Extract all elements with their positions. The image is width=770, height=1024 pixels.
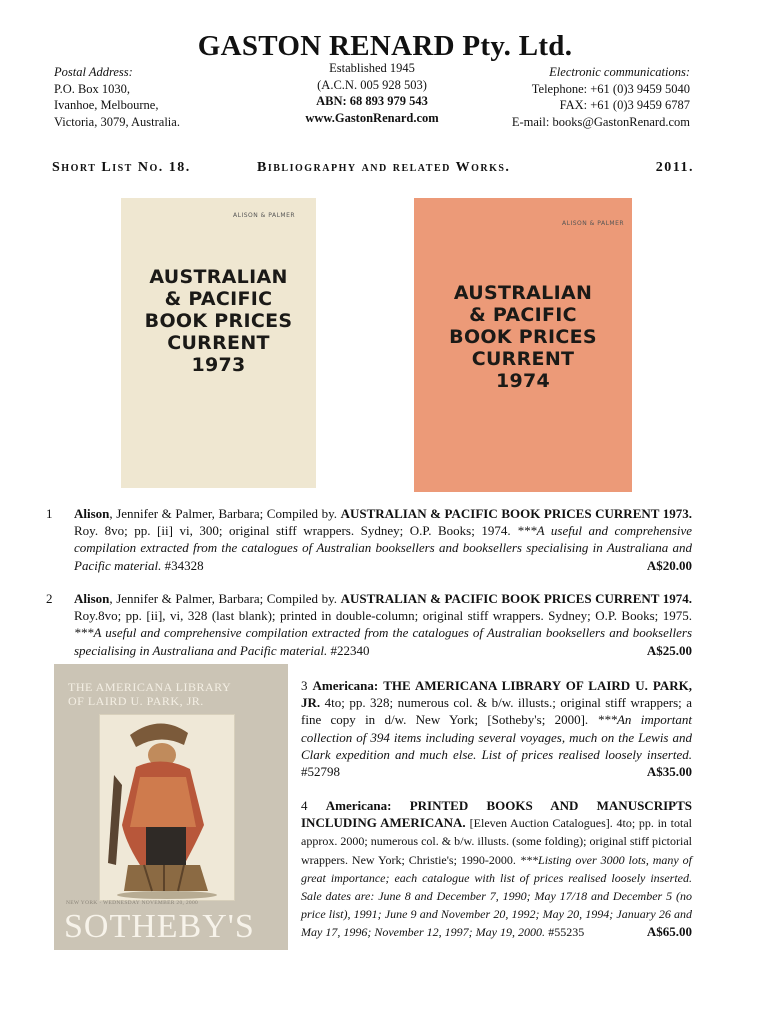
entry-author: Americana: <box>325 798 392 813</box>
entry-title: PRINTED BOOKS AND MANUSCRIPTS INCLUDING AMERICANA. <box>301 798 692 831</box>
postal-line: Ivanhoe, Melbourne, <box>54 98 159 112</box>
cover-heading-line: OF LAIRD U. PARK, JR. <box>68 694 204 708</box>
sothebys-logo: SOTHEBY'S <box>64 908 255 945</box>
cover-title-line: AUSTRALIAN <box>149 266 288 288</box>
book-cover-1973 <box>121 198 316 488</box>
entry-stock-number: #55235 <box>548 925 585 940</box>
company-title: GASTON RENARD Pty. Ltd. <box>197 30 573 62</box>
postal-address <box>54 64 180 130</box>
entry-details: 4to; pp. 328; numerous col. & b/w. illusts.; original stiff wrappers; a fine copy in d/w. New York; [Sotheby's; 2000]. <box>301 695 692 728</box>
portrait-plate-image <box>99 714 235 901</box>
list-subject: Bibliography and related Works. <box>257 160 511 175</box>
cover-heading-line: THE AMERICANA LIBRARY <box>68 680 232 694</box>
cover-title-line: BOOK PRICES <box>144 310 293 332</box>
entry-price: A$25.00 <box>646 642 692 658</box>
entry-price: A$65.00 <box>646 924 692 940</box>
cover-title-line: CURRENT <box>471 348 575 370</box>
entry-author-rest: , Jennifer & Palmer, Barbara; Compiled by. <box>109 591 338 606</box>
catalogue-entry <box>46 590 693 659</box>
entry-note: ***A useful and comprehensive compilation extracted from the catalogues of Australian booksellers and booksellers specialising in Australiana and Pacific material. <box>74 523 693 573</box>
entry-title: AUSTRALIAN & PACIFIC BOOK PRICES CURRENT 1973. <box>340 506 693 521</box>
website-link[interactable]: www.GastonRenard.com <box>305 110 439 125</box>
entry-number: 2 <box>46 591 53 606</box>
entry-details: [Eleven Auction Catalogues]. 4to; pp. in total approx. 2000; numerous col. & b/w. illusts. (some folding); original stiff pictorial wrappers. New York; Christie's; 1990-2000. <box>301 816 692 867</box>
cover-title-line: BOOK PRICES <box>449 326 597 348</box>
entry-details: Roy.8vo; pp. [ii], vi, 328 (last blank); printed in double-column; original stiff wrappers. Sydney; O.P. Books; 1975. <box>74 608 692 624</box>
cover-title-line: & PACIFIC <box>469 304 577 326</box>
telephone-text: Telephone: +61 (0)3 9459 5040 <box>531 81 690 96</box>
entry-author: Alison <box>74 591 110 606</box>
entry-price: A$35.00 <box>646 764 692 780</box>
cover-title-line: 1974 <box>495 370 551 392</box>
entry-note: ***An important collection of 394 items including several voyages, much on the Lewis and Clark expedition and much else. List of prices realised loosely inserted. <box>301 712 693 762</box>
acn-text: (A.C.N. 005 928 503) <box>317 77 427 92</box>
list-year: 2011. <box>655 160 694 175</box>
postal-line: Victoria, 3079, Australia. <box>54 114 180 129</box>
list-number: Short List No. 18. <box>52 160 191 175</box>
cover-heading <box>68 680 231 708</box>
company-registration <box>290 60 454 126</box>
cover-title-line: AUSTRALIAN <box>453 282 593 304</box>
entry-stock-number: #34328 <box>164 557 204 573</box>
cover-sale-date: NEW YORK · WEDNESDAY NOVEMBER 20, 2000 <box>66 900 199 906</box>
catalogue-entry <box>46 505 693 574</box>
postal-line: P.O. Box 1030, <box>54 81 131 96</box>
email-link[interactable]: E-mail: books@GastonRenard.com <box>511 114 690 129</box>
fax-text: FAX: +61 (0)3 9459 6787 <box>559 98 690 112</box>
cover-title-line: 1973 <box>191 354 246 376</box>
catalogue-entry <box>301 677 692 780</box>
entry-note: ***A useful and comprehensive compilation extracted from the catalogues of Australian booksellers and booksellers specialising in Australiana and Pacific material. <box>74 625 692 658</box>
entry-number: 4 <box>301 798 308 813</box>
entry-stock-number: #52798 <box>301 764 340 780</box>
entry-stock-number: #22340 <box>330 642 370 658</box>
cover-small-text: ALISON & PALMER <box>562 220 625 227</box>
electronic-contacts <box>512 64 690 130</box>
entry-note: ***Listing over 3000 lots, many of great importance; each catalogue with list of prices realised loosely inserted. Sale dates are: June 8 and December 7, 1990; May 17/18 and December 5 (no price list), 1991; June 9 and November 20, 1992; May 20, 1994; January 26 and May 17, 1996; November 12, 1997; May 19, 2000. <box>301 852 693 940</box>
book-cover-1974 <box>414 198 632 492</box>
electronic-label: Electronic communications: <box>549 65 690 79</box>
abn-text: ABN: 68 893 979 543 <box>316 94 428 108</box>
catalogue-entry <box>301 797 692 942</box>
native-figure-illustration <box>100 715 234 900</box>
cover-small-text: ALISON & PALMER <box>233 212 296 219</box>
entry-number: 1 <box>46 506 53 521</box>
established-text: Established 1945 <box>329 61 415 75</box>
sothebys-catalogue-cover <box>54 664 288 950</box>
entry-author: Alison <box>74 506 110 521</box>
entry-title: THE AMERICANA LIBRARY OF LAIRD U. PARK, JR. <box>301 678 692 711</box>
entry-author-rest: , Jennifer & Palmer, Barbara; Compiled by. <box>109 506 338 521</box>
entry-price: A$20.00 <box>646 557 692 573</box>
entry-author: Americana: <box>312 678 379 693</box>
entry-number: 3 <box>301 678 308 693</box>
cover-title-line: CURRENT <box>167 332 270 354</box>
cover-title-line: & PACIFIC <box>164 288 273 310</box>
postal-label: Postal Address: <box>54 65 133 79</box>
entry-details: Roy. 8vo; pp. [ii] vi, 300; original stiff wrappers. Sydney; O.P. Books; 1974. <box>74 523 511 539</box>
entry-title: AUSTRALIAN & PACIFIC BOOK PRICES CURRENT 1974. <box>340 591 693 606</box>
